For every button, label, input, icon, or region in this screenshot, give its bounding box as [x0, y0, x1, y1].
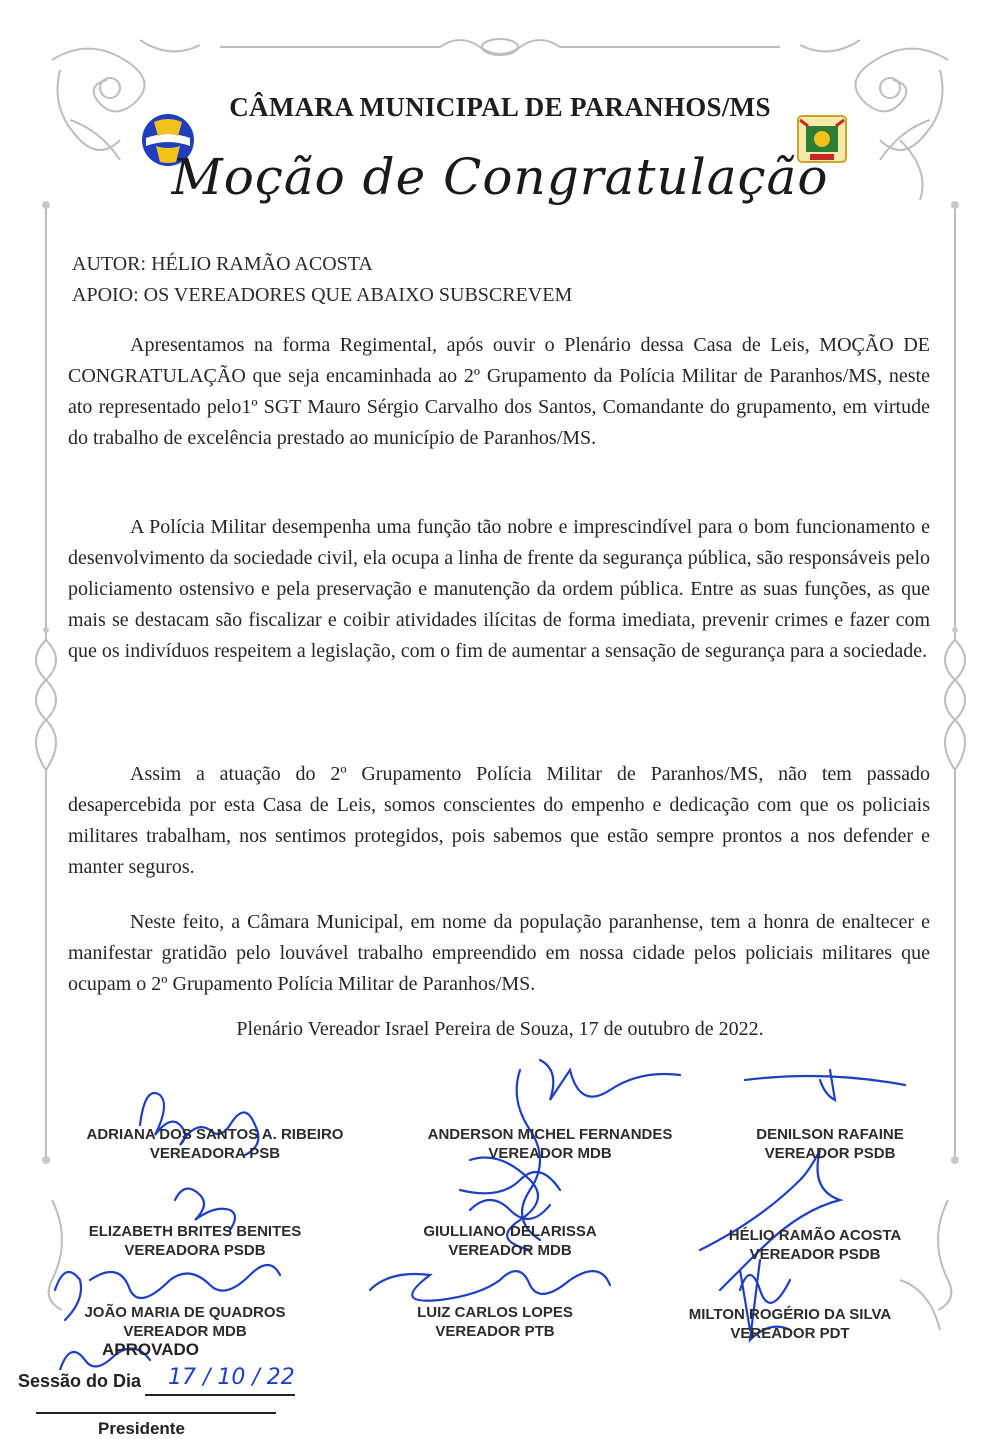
signatory: HÉLIO RAMÃO ACOSTA VEREADOR PSDB: [728, 1227, 902, 1263]
signatory: GIULLIANO DELARISSA VEREADOR MDB: [423, 1223, 597, 1259]
signatory: MILTON ROGÉRIO DA SILVA VEREADOR PDT: [688, 1306, 892, 1342]
signatory: ADRIANA DOS SANTOS A. RIBEIRO VEREADORA PSB: [86, 1126, 344, 1162]
document-title: Moção de Congratulação: [171, 148, 829, 206]
support-line: APOIO: OS VEREADORES QUE ABAIXO SUBSCREVEM: [72, 284, 573, 306]
paragraph: Neste feito, a Câmara Municipal, em nome da população paranhense, tem a honra de enaltecer e manifestar gratidão pelo louvável trabalho empreendido em nossa cidade pelos policiais militares que ocupam o 2º Grupamento Polícia Militar de Paranhos/MS.: [68, 911, 930, 995]
session-date-underline: [145, 1394, 295, 1396]
place-and-date: Plenário Vereador Israel Pereira de Souza, 17 de outubro de 2022.: [236, 1018, 764, 1040]
signatory: ELIZABETH BRITES BENITES VEREADORA PSDB: [88, 1223, 302, 1259]
chamber-name: CÂMARA MUNICIPAL DE PARANHOS/MS: [229, 92, 771, 122]
signatory: ANDERSON MICHEL FERNANDES VEREADOR MDB: [427, 1126, 673, 1162]
author-line: AUTOR: HÉLIO RAMÃO ACOSTA: [72, 253, 373, 275]
president-label: Presidente: [98, 1419, 185, 1438]
paragraph: A Polícia Militar desempenha uma função tão nobre e imprescindível para o bom funcionamento e desenvolvimento da sociedade civil, ela ocupa a linha de frente da segurança pública, são responsáveis pelo policiamento ostensivo e pela preservação e manutenção da ordem pública. Entre as suas funções, as que mais se destacam são fiscalizar e coibir atividades ilícitas de forma imediata, prevenir crimes e fazer com que os indivíduos respeitem a legislação, com o fim de aumentar a sensação de segurança para a sociedade.: [68, 516, 930, 662]
signatory: LUIZ CARLOS LOPES VEREADOR PTB: [417, 1304, 573, 1340]
paragraph: Apresentamos na forma Regimental, após ouvir o Plenário dessa Casa de Leis, MOÇÃO DE CONGRATULAÇÃO que seja encaminhada ao 2º Grupamento da Polícia Militar de Paranhos/MS, neste ato representado pelo1º SGT Mauro Sérgio Carvalho dos Santos, Comandante do grupamento, em virtude do trabalho de excelência prestado ao município de Paranhos/MS.: [68, 334, 930, 449]
session-label: Sessão do Dia: [18, 1371, 142, 1391]
signatory: DENILSON RAFAINE VEREADOR PSDB: [756, 1126, 904, 1162]
paragraph: Assim a atuação do 2º Grupamento Polícia Militar de Paranhos/MS, não tem passado desapercebida por esta Casa de Leis, somos conscientes do empenho e dedicação com que os policiais militares trabalham, nos sentimos protegidos, pois sabemos que estão sempre prontos a nos defender e manter seguros.: [68, 763, 930, 878]
approved-stamp: APROVADO: [102, 1340, 199, 1359]
president-signature-line: [36, 1412, 276, 1414]
signatory: JOÃO MARIA DE QUADROS VEREADOR MDB: [84, 1304, 286, 1340]
session-date: 17 / 10 / 22: [168, 1365, 295, 1390]
